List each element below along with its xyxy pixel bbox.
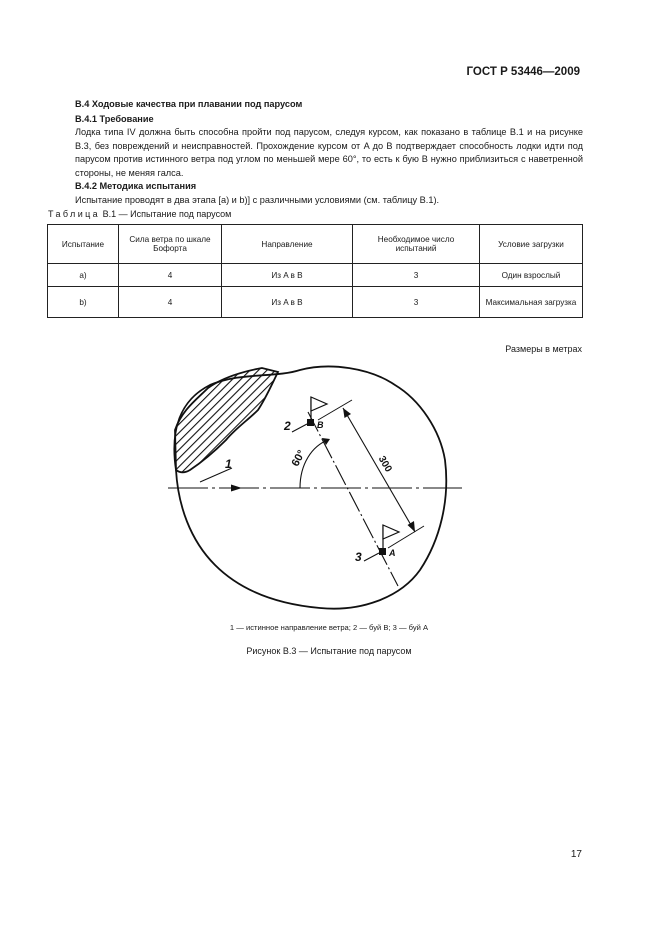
cell-trial-count: 3 xyxy=(353,287,480,318)
buoy-a-leader xyxy=(364,553,379,561)
document-id: ГОСТ Р 53446—2009 xyxy=(466,66,580,78)
angle-arc xyxy=(300,440,328,488)
table-caption-title: В.1 — Испытание под парусом xyxy=(102,209,232,219)
dimensions-note: Размеры в метрах xyxy=(505,344,582,354)
col-header-trial: Испытание xyxy=(48,225,119,264)
subsection-method-title: В.4.2 Методика испытания xyxy=(75,181,197,191)
col-header-wind-force: Сила ветра по шкале Бофорта xyxy=(119,225,222,264)
table-header-row xyxy=(48,225,583,264)
distance-label: 300 xyxy=(375,454,394,475)
col-header-trial-count: Необходимое число испытаний xyxy=(353,225,480,264)
trials-table xyxy=(47,224,583,318)
cell-load: Максимальная загрузка xyxy=(480,287,583,318)
buoy-b-number: 2 xyxy=(284,419,291,433)
table-caption xyxy=(48,209,231,219)
dimension-line xyxy=(343,408,415,532)
table-caption-prefix: Таблица xyxy=(48,209,101,219)
buoy-a-number: 3 xyxy=(355,550,362,564)
buoy-a-flag xyxy=(383,525,399,539)
dimension-arrow-bottom xyxy=(408,521,416,532)
cell-direction: Из A в B xyxy=(222,264,353,287)
wind-label: 1 xyxy=(225,457,232,471)
sailing-test-diagram xyxy=(160,360,470,615)
method-paragraph: Испытание проводят в два этапа [а) и b)] с различными условиями (см. таблицу В.1). xyxy=(75,194,440,205)
subsection-requirement-title: В.4.1 Требование xyxy=(75,113,154,124)
course-line xyxy=(308,412,398,586)
dimension-arrow-top xyxy=(343,408,351,418)
cell-trial: а) xyxy=(48,264,119,287)
section-body xyxy=(75,98,583,207)
section-title: В.4 Ходовые качества при плавании под парусом xyxy=(75,99,303,109)
cell-trial: b) xyxy=(48,287,119,318)
buoy-b-flag xyxy=(311,397,327,411)
cell-wind-force: 4 xyxy=(119,264,222,287)
buoy-a-letter: A xyxy=(389,548,396,558)
table-row xyxy=(48,264,583,287)
buoy-b-letter: B xyxy=(317,420,324,430)
page-number: 17 xyxy=(570,849,582,860)
col-header-load: Условие загрузки xyxy=(480,225,583,264)
figure-legend: 1 — истинное направление ветра; 2 — буй B; 3 — буй A xyxy=(229,623,429,632)
cell-load: Один взрослый xyxy=(480,264,583,287)
buoy-b-marker xyxy=(307,419,314,426)
cell-trial-count: 3 xyxy=(353,264,480,287)
wind-arrow-head xyxy=(231,485,242,492)
figure-caption: Рисунок В.3 — Испытание под парусом xyxy=(246,646,412,656)
cell-direction: Из A в B xyxy=(222,287,353,318)
requirement-paragraph: Лодка типа IV должна быть способна пройти под парусом, следуя курсом, как показано в таблице В.1 и на рисунке В.3, без повреждений и неисправностей. Прохождение курсом от A до B подтверждает способность лодки идти под парусом против истинного ветра под углом по меньшей мере 60°, то есть к бую B нужно приблизиться с наветренной стороны, не меняя галса. xyxy=(75,127,583,178)
buoy-a-marker xyxy=(379,548,386,555)
table-row xyxy=(48,287,583,318)
col-header-direction: Направление xyxy=(222,225,353,264)
buoy-b-leader xyxy=(292,424,307,432)
angle-label: 60° xyxy=(289,448,308,469)
cell-wind-force: 4 xyxy=(119,287,222,318)
